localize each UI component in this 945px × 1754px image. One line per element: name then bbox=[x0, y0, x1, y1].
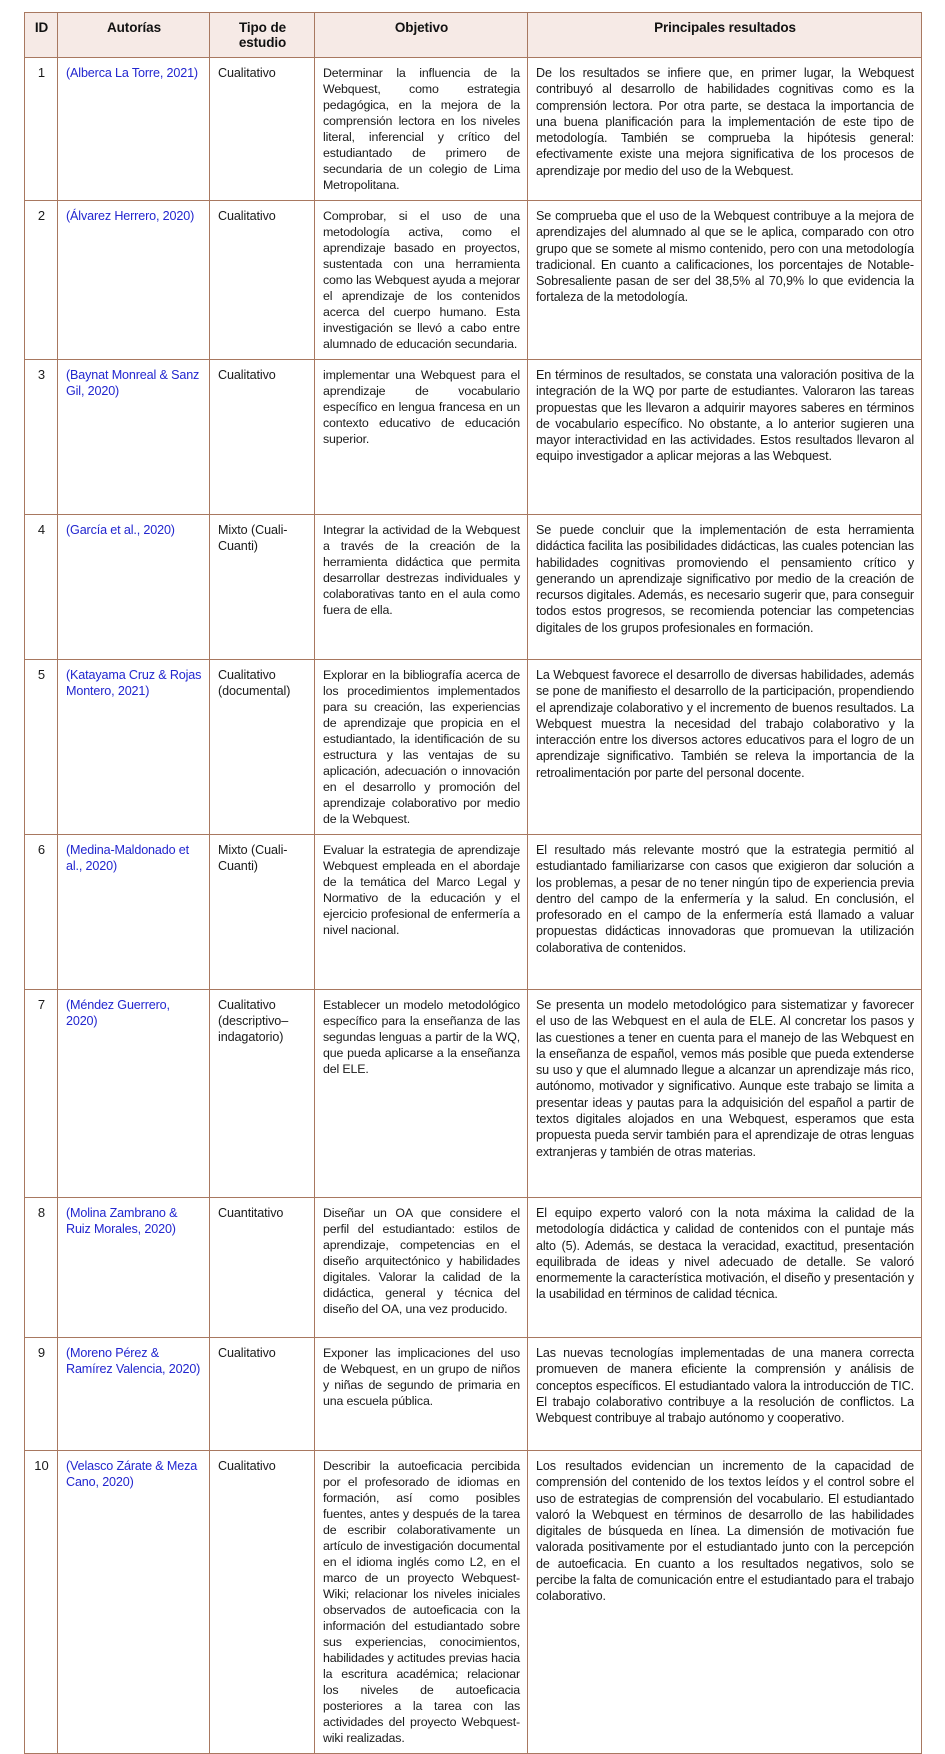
table-row bbox=[25, 1338, 922, 1451]
row-id: 4 bbox=[25, 515, 58, 660]
row-objetivo: Explorar en la bibliografía acerca de los procedimientos implementados para su creación, las experiencias de aprendizaje que propicia en el estudiantado, la identificación de su estructura y las ventajas de su aplicación, adecuación o innovación en el desarrollo y promoción del aprendizaje colaborativo por medio de la Webquest. bbox=[315, 660, 528, 835]
row-resultados: El equipo experto valoró con la nota máxima la calidad de la metodología didáctica y calidad de contenidos con el puntaje más alto (5). Además, se destaca la veracidad, exactitud, presentación equilibrada de ideas y nivel adecuado de detalle. Se valoró enormemente la característica motivación, el diseño y presentación y la usabilidad en términos de calidad técnica. bbox=[528, 1198, 922, 1338]
row-resultados: La Webquest favorece el desarrollo de diversas habilidades, además se pone de manifiesto el desarrollo de la participación, propendiendo el aprendizaje colaborativo y el incremento de buenos resultados. La Webquest muestra la necesidad del trabajo colaborativo y la interacción entre los diversos actores educativos para el logro de un aprendizaje significativo. También se releva la importancia de la retroalimentación por parte del personal docente. bbox=[528, 660, 922, 835]
row-tipo: Cualitativo (documental) bbox=[210, 660, 315, 835]
row-objetivo: Diseñar un OA que considere el perfil del estudiantado: estilos de aprendizaje, competencias en el diseño arquitectónico y habilidades digitales. Valorar la calidad de la didáctica, general y técnica del diseño del OA, una vez producido. bbox=[315, 1198, 528, 1338]
table-row bbox=[25, 990, 922, 1198]
row-resultados: En términos de resultados, se constata una valoración positiva de la integración de la WQ por parte de estudiantes. Valoraron las tareas propuestas que les llevaron a adquirir mayores saberes en términos de vocabulario específico. No obstante, a lo anterior sugieren una mayor interactividad en las actividades. Estos resultados llevaron al equipo investigador a aplicar mejoras a las Webquest. bbox=[528, 360, 922, 515]
row-resultados: Se comprueba que el uso de la Webquest contribuye a la mejora de aprendizajes del alumnado al que se le aplica, comparado con otro grupo que se somete al mismo contenido, pero con una metodología tradicional. En cuanto a calificaciones, los porcentajes de Notable-Sobresaliente pasan de ser del 38,5% al 70,9% lo que evidencia la fortaleza de la metodología. bbox=[528, 201, 922, 360]
row-autorias[interactable]: (Moreno Pérez & Ramírez Valencia, 2020) bbox=[58, 1338, 210, 1451]
table-row bbox=[25, 1451, 922, 1754]
row-autorias[interactable]: (García et al., 2020) bbox=[58, 515, 210, 660]
row-resultados: De los resultados se infiere que, en primer lugar, la Webquest contribuyó al desarrollo de habilidades cognitivas como es la comprensión lectora. Por otra parte, se destaca la importancia de una buena planificación para la implementación de este tipo de metodología. También se comprueba la hipótesis general: efectivamente existe una mejora significativa de los procesos de aprendizaje por medio del uso de la Webquest. bbox=[528, 58, 922, 201]
row-tipo: Cualitativo (descriptivo–indagatorio) bbox=[210, 990, 315, 1198]
table-row bbox=[25, 660, 922, 835]
table-header bbox=[25, 13, 922, 58]
row-autorias[interactable]: (Baynat Monreal & Sanz Gil, 2020) bbox=[58, 360, 210, 515]
column-header-objetivo: Objetivo bbox=[315, 13, 528, 58]
row-id: 5 bbox=[25, 660, 58, 835]
row-autorias[interactable]: (Alberca La Torre, 2021) bbox=[58, 58, 210, 201]
row-id: 7 bbox=[25, 990, 58, 1198]
row-tipo: Cualitativo bbox=[210, 1338, 315, 1451]
row-objetivo: Comprobar, si el uso de una metodología activa, como el aprendizaje basado en proyectos, sustentada con una herramienta como las Webquest ayuda a mejorar el aprendizaje de los contenidos acerca del cuerpo humano. Esta investigación se llevó a cabo entre alumnado de educación secundaria. bbox=[315, 201, 528, 360]
table-row bbox=[25, 58, 922, 201]
row-id: 6 bbox=[25, 835, 58, 990]
table-row bbox=[25, 1198, 922, 1338]
row-tipo: Mixto (Cuali-Cuanti) bbox=[210, 835, 315, 990]
row-id: 8 bbox=[25, 1198, 58, 1338]
row-id: 3 bbox=[25, 360, 58, 515]
row-objetivo: implementar una Webquest para el aprendizaje de vocabulario específico en lengua francesa en un contexto educativo de educación superior. bbox=[315, 360, 528, 515]
column-header-autorias: Autorías bbox=[58, 13, 210, 58]
row-autorias[interactable]: (Méndez Guerrero, 2020) bbox=[58, 990, 210, 1198]
row-id: 1 bbox=[25, 58, 58, 201]
row-autorias[interactable]: (Álvarez Herrero, 2020) bbox=[58, 201, 210, 360]
row-tipo: Cualitativo bbox=[210, 201, 315, 360]
row-objetivo: Determinar la influencia de la Webquest, como estrategia pedagógica, en la mejora de la comprensión lectora en los niveles literal, inferencial y crítico del estudiantado de primero de secundaria de un colegio de Lima Metropolitana. bbox=[315, 58, 528, 201]
row-id: 10 bbox=[25, 1451, 58, 1754]
header-row bbox=[25, 13, 922, 58]
row-objetivo: Describir la autoeficacia percibida por el profesorado de idiomas en formación, así como posibles fuentes, antes y después de la tarea de escribir colaborativamente un artículo de investigación documental en el idioma inglés como L2, en el marco de un proyecto Webquest-Wiki; relacionar los niveles iniciales observados de autoeficacia con la información del estudiantado sobre sus experiencias, conocimientos, habilidades y actitudes previas hacia la escritura académica; relacionar los niveles de autoeficacia posteriores a la tarea con las actividades del proyecto Webquest-wiki realizadas. bbox=[315, 1451, 528, 1754]
table-body bbox=[25, 58, 922, 1754]
row-resultados: Los resultados evidencian un incremento de la capacidad de comprensión del contenido de los textos leídos y el control sobre el uso de estrategias de comprensión del vocabulario. El estudiantado valoró la Webquest en términos de desarrollo de las habilidades digitales de búsqueda en línea. La dimensión de motivación fue valorada positivamente por el estudiantado junto con la percepción de autoeficacia. En cuanto a los resultados negativos, solo se percibe la falta de comunicación entre el estudiantado para el trabajo colaborativo. bbox=[528, 1451, 922, 1754]
row-objetivo: Exponer las implicaciones del uso de Webquest, en un grupo de niños y niñas de segundo de primaria en una escuela pública. bbox=[315, 1338, 528, 1451]
row-resultados: Se puede concluir que la implementación de esta herramienta didáctica facilita las posibilidades didácticas, las cuales potencian las habilidades cognitivas promoviendo el pensamiento crítico y generando un aprendizaje significativo por medio de la creación de recursos digitales. Además, es necesario sugerir que, para conseguir todos estos progresos, se recomienda potenciar las competencias digitales de los grupos profesionales en formación. bbox=[528, 515, 922, 660]
row-autorias[interactable]: (Velasco Zárate & Meza Cano, 2020) bbox=[58, 1451, 210, 1754]
table-row bbox=[25, 835, 922, 990]
row-objetivo: Evaluar la estrategia de aprendizaje Webquest empleada en el abordaje de la temática del Marco Legal y Normativo de la educación y el ejercicio profesional de enfermería a nivel nacional. bbox=[315, 835, 528, 990]
row-id: 2 bbox=[25, 201, 58, 360]
row-resultados: Las nuevas tecnologías implementadas de una manera correcta promueven de manera eficiente la comprensión y análisis de conceptos específicos. El estudiantado valora la introducción de TIC. El trabajo colaborativo contribuye a la resolución de conflictos. La Webquest contribuye al trabajo autónomo y cooperativo. bbox=[528, 1338, 922, 1451]
row-id: 9 bbox=[25, 1338, 58, 1451]
row-tipo: Mixto (Cuali-Cuanti) bbox=[210, 515, 315, 660]
row-resultados: El resultado más relevante mostró que la estrategia permitió al estudiantado familiarizarse con casos que exigieron dar solución a los problemas, a pesar de no tener ningún tipo de experiencia previa dentro del campo de la enfermería y la salud. En conclusión, el profesorado en el campo de la enfermería está llamado a valuar propuestas didácticas innovadoras que promuevan la utilización colaborativa de contenidos. bbox=[528, 835, 922, 990]
column-header-id: ID bbox=[25, 13, 58, 58]
row-tipo: Cualitativo bbox=[210, 1451, 315, 1754]
table-row bbox=[25, 515, 922, 660]
column-header-tipo-de-estudio: Tipo de estudio bbox=[210, 13, 315, 58]
row-resultados: Se presenta un modelo metodológico para sistematizar y favorecer el uso de las Webquest en el aula de ELE. Al concretar los pasos y las cuestiones a tener en cuenta para el manejo de las Webquest en la enseñanza de español, vemos más posible que pueda extenderse su uso y que el alumnado llegue a alcanzar un aprendizaje más rico, autónomo, motivador y significativo. Aunque este trabajo se limita a presentar ideas y pautas para la adquisición del español a partir de textos digitales alojados en una Webquest, esperamos que esta propuesta pueda servir también para el aprendizaje de otras lenguas extranjeras y también de otras materias. bbox=[528, 990, 922, 1198]
row-objetivo: Establecer un modelo metodológico específico para la enseñanza de las segundas lenguas a partir de la WQ, que pueda aplicarse a la enseñanza del ELE. bbox=[315, 990, 528, 1198]
table-row bbox=[25, 201, 922, 360]
column-header-principales-resultados: Principales resultados bbox=[528, 13, 922, 58]
row-tipo: Cuantitativo bbox=[210, 1198, 315, 1338]
row-objetivo: Integrar la actividad de la Webquest a través de la creación de la herramienta didáctica que permita desarrollar destrezas individuales y colaborativas tanto en el aula como fuera de ella. bbox=[315, 515, 528, 660]
row-autorias[interactable]: (Molina Zambrano & Ruiz Morales, 2020) bbox=[58, 1198, 210, 1338]
row-tipo: Cualitativo bbox=[210, 360, 315, 515]
row-autorias[interactable]: (Katayama Cruz & Rojas Montero, 2021) bbox=[58, 660, 210, 835]
row-tipo: Cualitativo bbox=[210, 58, 315, 201]
row-autorias[interactable]: (Medina-Maldonado et al., 2020) bbox=[58, 835, 210, 990]
table-row bbox=[25, 360, 922, 515]
studies-table bbox=[24, 12, 922, 1754]
